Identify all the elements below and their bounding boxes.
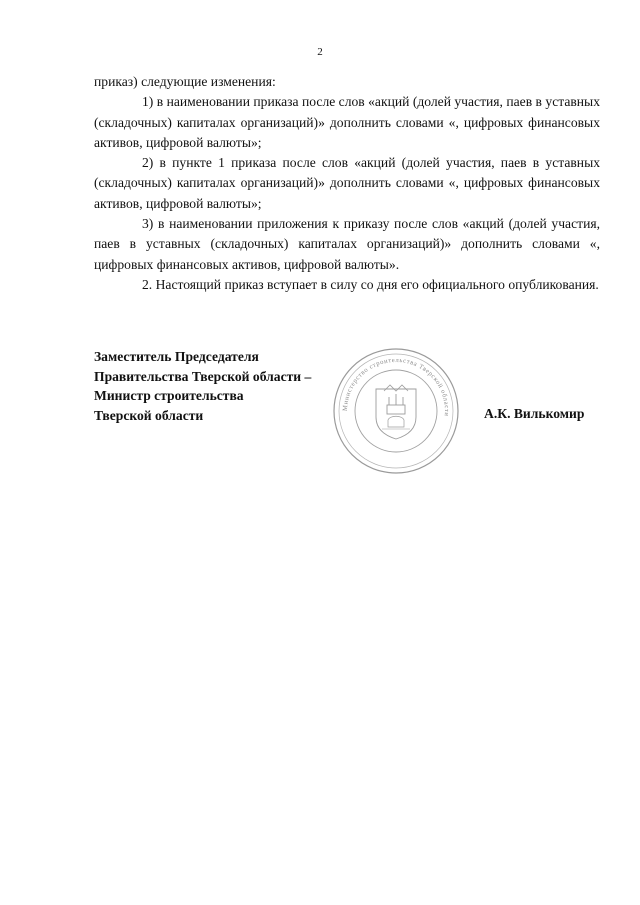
seal-inner-ring (355, 370, 437, 452)
paragraph-item-2: 2) в пункте 1 приказа после слов «акций (долей участия, паев в уставных (складочных) капиталах организаций)» дополнить словами «, цифровых финансовых активов, цифровой валюты»; (94, 155, 600, 211)
signatory-position-line: Правительства Тверской области – (94, 368, 312, 384)
seal-mid-ring (339, 354, 453, 468)
paragraph-item-1: 1) в наименовании приказа после слов «акций (долей участия, паев в уставных (складочных) капиталах организаций)» дополнить словами «, цифровых финансовых активов, цифровой валюты»; (94, 94, 600, 150)
document-body (94, 72, 600, 295)
tver-coat-of-arms-icon (376, 385, 416, 439)
signatory-position-line: Министр строительства (94, 388, 244, 403)
paragraph-effective-date: 2. Настоящий приказ вступает в силу со дня его официального опубликования. (142, 276, 599, 292)
signatory-name: А.К. Вилькомир (484, 406, 585, 421)
paragraph-intro: приказ) следующие изменения: (94, 74, 276, 89)
page-number: 2 (317, 46, 323, 58)
signatory-position-line: Заместитель Председателя (94, 349, 259, 364)
signatory-position-line: Тверской области (94, 407, 204, 423)
paragraph-item-3: 3) в наименовании приложения к приказу после слов «акций (долей участия, паев в уставных (складочных) капиталах организаций)» дополнить словами «, цифровых финансовых активов, цифровой валюты». (94, 216, 600, 272)
signatory-position (94, 347, 311, 425)
seal-ring-text: Министерство строительства Тверской области (341, 356, 451, 417)
official-seal-stamp (332, 347, 460, 475)
seal-outer-ring (334, 349, 458, 473)
